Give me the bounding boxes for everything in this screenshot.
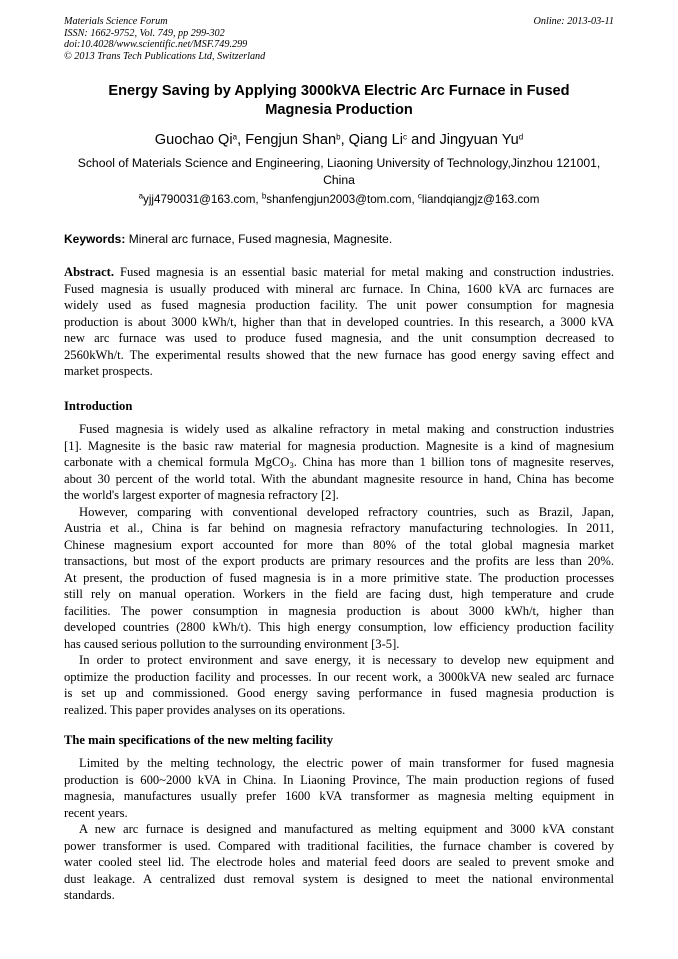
- section-heading-introduction: Introduction: [64, 399, 133, 413]
- introduction-body: [64, 421, 614, 718]
- body-line: production is 600~2000 kVA in China. In Liaoning Province, The main production regions of fused: [64, 772, 614, 787]
- abstract-line: widely used as fused magnesia production facility. The unit power consumption for magnesia: [64, 298, 614, 312]
- author-affil-mark: a: [232, 132, 238, 142]
- abstract: [64, 264, 614, 380]
- author-separator: ,: [237, 132, 246, 148]
- body-line: has caused serious pollution to the surrounding environment [3-5].: [64, 636, 400, 651]
- abstract-line: production is about 3000 kWh/t, higher than that in developed countries. In this research, a 3000 kVA: [64, 314, 614, 329]
- body-line: standards.: [64, 888, 115, 902]
- title-line: Energy Saving by Applying 3000kVA Electric Arc Furnace in Fused: [108, 83, 570, 99]
- author-list: [64, 131, 614, 149]
- body-line: Limited by the melting technology, the electric power of main transformer for fused magnesia: [79, 756, 614, 770]
- body-line: Chinese magnesium export accounted for more than 80% of the total global magnesia market: [64, 537, 614, 552]
- body-line: optimize the production facility and processes. In our recent work, a 3000kVA new sealed arc furnace: [64, 669, 614, 684]
- abstract-text: Fused magnesia is an essential basic material for metal making and construction industries.: [114, 265, 614, 279]
- body-line: At present, the production of fused magnesia is in a more primitive state. The production processes: [64, 570, 614, 585]
- affiliation-line: China: [323, 172, 355, 187]
- body-line: power transformer is used. Compared with traditional facilities, the furnace chamber is covered by: [64, 838, 614, 853]
- abstract-label: Abstract.: [64, 265, 115, 279]
- email-mark: a: [138, 191, 144, 201]
- body-line: transactions, but most of the export products are primary resources and the profits are less than 20%.: [64, 554, 614, 568]
- abstract-line: new arc furnace was used to produce fused magnesia, and the unit consumption decreased to: [64, 331, 614, 345]
- email-link[interactable]: shanfengjun2003@tom.com,: [266, 193, 418, 206]
- abstract-line: 2560kWh/t. The experimental results showed that the new furnace has good energy saving effect and: [64, 347, 614, 362]
- email-list: [64, 192, 614, 208]
- body-text: carbonate with a chemical formula MgCO: [64, 455, 290, 469]
- body-line: still rely on manual operation. Workers in the field are facing dust, high temperature and crude: [64, 587, 614, 601]
- body-text: . China has more than 1 billion tons of magnesite reserves,: [293, 455, 614, 469]
- keywords-text: Mineral arc furnace, Fused magnesia, Magnesite.: [125, 232, 393, 246]
- author-name: Fengjun Shan: [245, 132, 337, 148]
- body-line: In order to protect environment and save energy, it is necessary to develop new equipment and: [79, 653, 614, 667]
- keywords: [64, 231, 392, 247]
- title-line: Magnesia Production: [265, 102, 413, 118]
- email-mark: c: [417, 191, 422, 201]
- author-affil-mark: c: [403, 132, 408, 142]
- journal-name: Materials Science Forum: [64, 16, 168, 27]
- body-line: [64, 454, 614, 471]
- formula-subscript: 3: [289, 460, 294, 471]
- copyright-line: © 2013 Trans Tech Publications Ltd, Switzerland: [64, 50, 266, 62]
- body-line: is set up and commissioned. Good energy saving performance in fused magnesia production is: [64, 686, 614, 700]
- affiliation: [64, 155, 614, 188]
- body-line: magnesia, manufactures usually prefer 1600 kVA transformer as magnesia melting equipment in: [64, 789, 614, 803]
- body-line: Austria et al., China is far behind on magnesia refractory manufacturing technologies. In 2011,: [64, 521, 614, 535]
- author-name: Qiang Li: [348, 132, 404, 148]
- online-date: Online: 2013-03-11: [533, 16, 614, 27]
- affiliation-line: School of Materials Science and Engineering, Liaoning University of Technology,Jinzhou 121001,: [77, 156, 601, 170]
- email-link[interactable]: yjj4790031@163.com,: [143, 193, 262, 206]
- abstract-line: market prospects.: [64, 364, 153, 378]
- abstract-line: Fused magnesia is usually produced with mineral arc furnace. In China, 1600 kVA arc furnaces are: [64, 281, 614, 296]
- author-separator: and: [407, 132, 440, 148]
- author-name: Jingyuan Yu: [439, 132, 519, 148]
- body-line: about 30 percent of the world total. With the abundant magnesite resource in hand, China has become: [64, 471, 614, 486]
- body-line: facilities. The power consumption in magnesia production is about 3000 kWh/t, higher than: [64, 603, 614, 618]
- abstract-line: [64, 264, 614, 281]
- body-line: water cooled steel lid. The electrode holes and material feed doors are sealed to prevent smoke and: [64, 855, 614, 869]
- specifications-body: [64, 755, 614, 904]
- keywords-label: Keywords:: [64, 232, 126, 246]
- email-mark: b: [261, 191, 267, 201]
- issn-line: ISSN: 1662-9752, Vol. 749, pp 299-302: [64, 27, 225, 39]
- author-separator: ,: [340, 132, 349, 148]
- body-line: the world's largest exporter of magnesia refractory [2].: [64, 488, 339, 502]
- journal-header: [64, 16, 265, 62]
- body-line: dust leakage. A centralized dust removal system is designed to meet the national environmental: [64, 871, 614, 886]
- body-line: developed countries (2800 kWh/t). This high energy consumption, low efficiency production facility: [64, 620, 614, 634]
- body-line: A new arc furnace is designed and manufactured as melting equipment and 3000 kVA constant: [79, 822, 614, 836]
- body-line: recent years.: [64, 805, 128, 820]
- section-heading-specifications: The main specifications of the new melting facility: [64, 733, 333, 747]
- author-affil-mark: d: [518, 132, 524, 142]
- email-link[interactable]: liandqiangjz@163.com: [421, 193, 540, 206]
- body-line: [1]. Magnesite is the basic raw material for magnesia production. Magnesite is a kind of magnesium: [64, 438, 614, 453]
- body-line: Fused magnesia is widely used as alkaline refractory in metal making and construction industries: [79, 422, 614, 436]
- body-line: However, comparing with conventional developed refractory countries, such as Brazil, Japan,: [79, 504, 614, 519]
- paper-title: [64, 82, 614, 120]
- doi-line: doi:10.4028/www.scientific.net/MSF.749.299: [64, 39, 248, 51]
- author-affil-mark: b: [336, 132, 341, 142]
- body-line: realized. This paper provides analyses on its operations.: [64, 702, 346, 717]
- author-name: Guochao Qi: [154, 132, 233, 148]
